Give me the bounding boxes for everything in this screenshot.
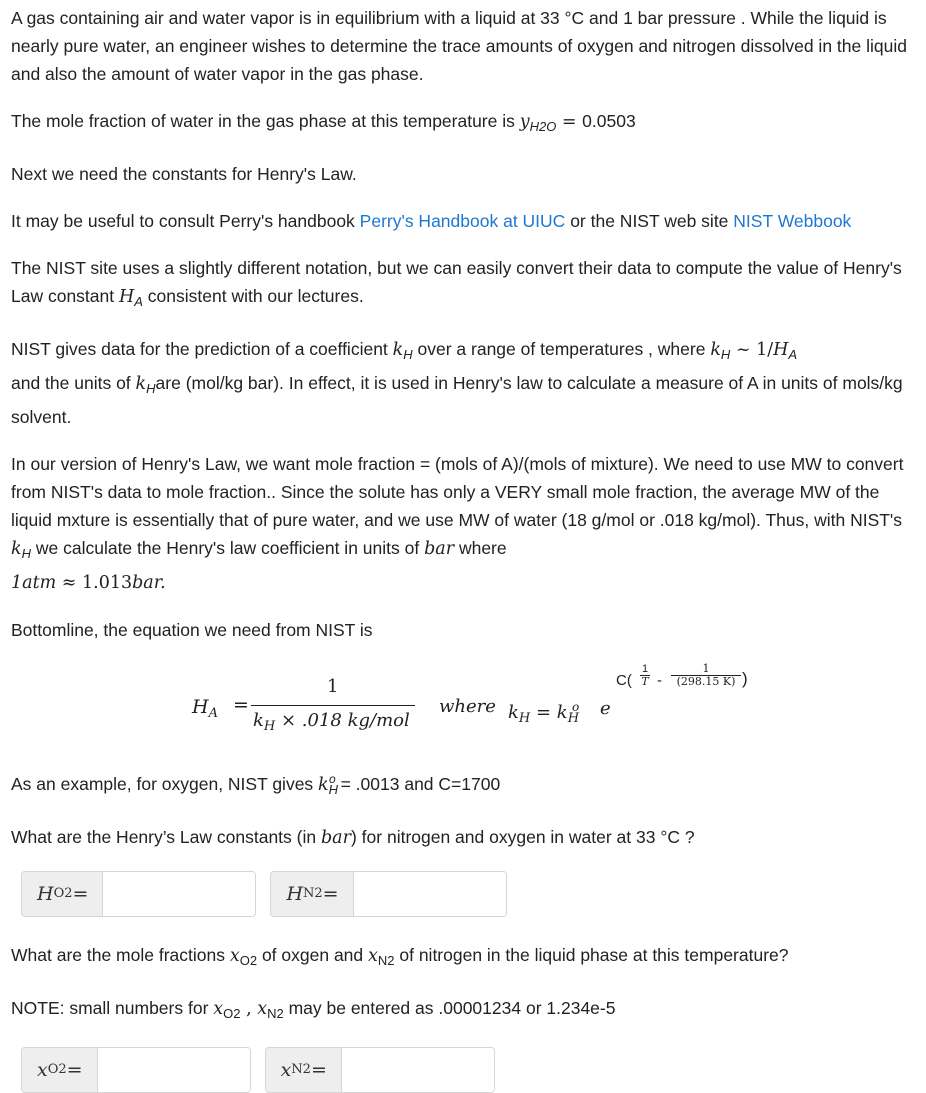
question-mole-fractions: What are the mole fractions $x_{O2}$ of oxgen and $x_{N2}$ of nitrogen in the liquid phase at this temperature?: [11, 945, 789, 968]
h-n2-label: H N2 =: [271, 872, 353, 916]
henry-constants-intro: Next we need the constants for Henry's Law.: [11, 164, 357, 184]
eq-equals: =: [233, 694, 249, 716]
h-o2-label: H O2 =: [22, 872, 103, 916]
eq-fraction-bar: [251, 705, 415, 706]
eq-kh-definition: $k_H = k_H^o$: [508, 700, 580, 726]
x-o2-answer-group: [21, 1047, 251, 1093]
eq-numerator: 1: [327, 676, 339, 697]
mole-fraction-answer-row: [21, 1047, 923, 1093]
eq-where: where: [439, 696, 496, 717]
eq-close-paren: ): [742, 669, 748, 688]
perrys-handbook-link[interactable]: Perry's Handbook at UIUC: [359, 211, 566, 231]
eq-exponent: C(: [616, 672, 632, 689]
water-mole-fraction-paragraph: The mole fraction of water in the gas phase at this temperature is $y_{H2O} = 0.0503$: [11, 111, 636, 134]
x-o2-label: x O2 =: [22, 1048, 98, 1092]
eq-lhs: $H_A$: [192, 696, 218, 721]
bottomline-paragraph: Bottomline, the equation we need from NIST is: [11, 620, 373, 640]
eq-denominator: $k_H \times .018$ kg/mol: [253, 710, 410, 734]
entry-format-note: NOTE: small numbers for $x_{O2}$ , $x_{N2}$ may be entered as .00001234 or 1.234e-5: [11, 998, 616, 1021]
eq-minus: -: [657, 672, 662, 689]
henry-equation: [11, 663, 923, 751]
references-paragraph: It may be useful to consult Perry's handbook Perry's Handbook at UIUC or the NIST web site NIST Webbook: [11, 211, 852, 231]
x-n2-label: x N2 =: [266, 1048, 342, 1092]
henry-answer-row: [21, 871, 923, 917]
nist-notation-paragraph: The NIST site uses a slightly different notation, but we can easily convert their data to compute the value of Henry's Law constant $H_A$ consistent with our lectures.: [11, 258, 902, 309]
h-n2-answer-group: [270, 871, 506, 917]
eq-frac2: 1 (298.15 K): [671, 663, 741, 688]
x-n2-input[interactable]: [342, 1048, 494, 1092]
water-mole-fraction-value: 0.0503: [582, 111, 636, 131]
nist-webbook-link[interactable]: NIST Webbook: [733, 211, 852, 231]
nist-coefficient-paragraph: NIST gives data for the prediction of a coefficient $k_H$ over a range of temperatures , where $k_H$ ~ $1/H_A$ and the units of $k_Hare$ (mol/kg bar). In effect, it is used in Henry's law to calculate a measure of A in units of mols/kg solvent.: [11, 339, 903, 427]
oxygen-example-paragraph: As an example, for oxygen, NIST gives $k_H^o = .0013$ and C=1700: [11, 772, 501, 797]
h-o2-answer-group: [21, 871, 256, 917]
h-o2-input[interactable]: [103, 872, 255, 916]
intro-paragraph: A gas containing air and water vapor is in equilibrium with a liquid at 33 °C and 1 bar pressure . While the liquid is nearly pure water, an engineer wishes to determine the trace amounts of oxygen and nitrogen dissolved in the liquid and also the amount of water vapor in the gas phase.: [11, 8, 907, 84]
h-n2-input[interactable]: [354, 872, 506, 916]
mole-fraction-conversion-paragraph: In our version of Henry's Law, we want mole fraction = (mols of A)/(mols of mixture). We need to use MW to convert from NIST's data to mole fraction.. Since the solute has only a VERY small mole fraction, the average MW of the liquid mxture is essentially that of pure water, and we use MW of water (18 g/mol or .018 kg/mol). Thus, with NIST's $k_H$ we calculate the Henry's law coefficient in units of bar where 1atm ≈ 1.013bar.: [11, 454, 904, 593]
question-henry-constants: What are the Henry’s Law constants (in bar) for nitrogen and oxygen in water at 33 °C ?: [11, 827, 695, 848]
eq-e: e: [600, 698, 611, 719]
x-n2-answer-group: [265, 1047, 495, 1093]
eq-frac1: 1 T: [641, 663, 649, 688]
x-o2-input[interactable]: [98, 1048, 250, 1092]
